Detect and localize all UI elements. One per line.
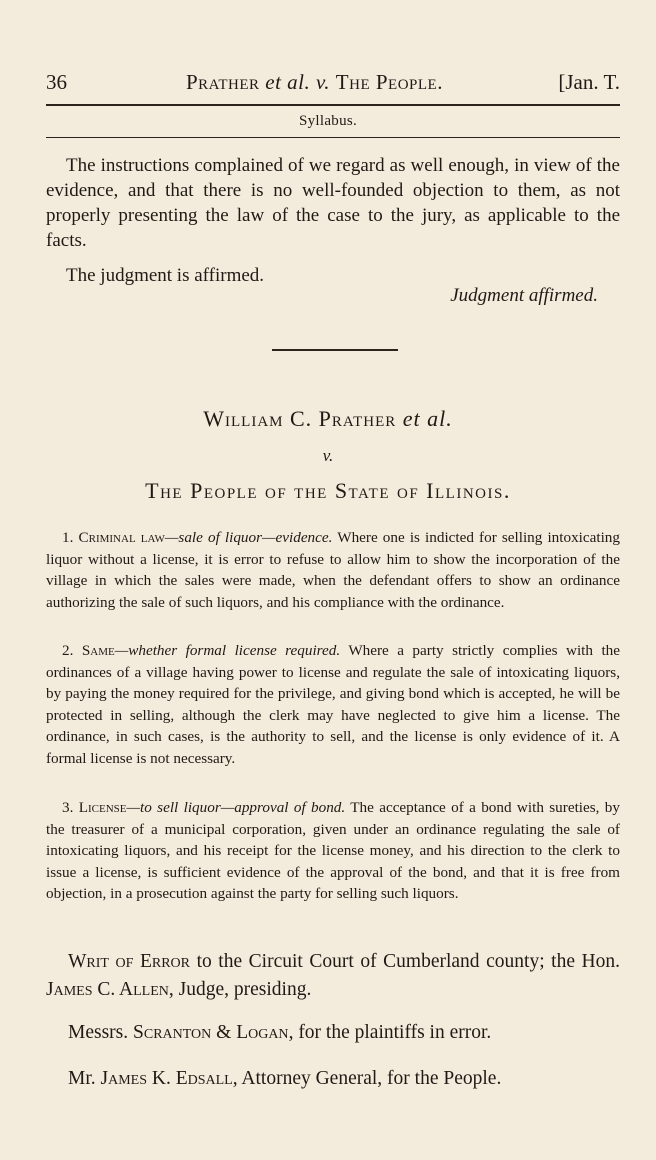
case-plaintiff (0, 406, 656, 432)
running-title-etal: et al. v. (265, 70, 331, 94)
headnote (46, 640, 620, 769)
headnote (46, 527, 620, 613)
headnote-subtopic: —to sell liquor—approval of bond. (126, 799, 346, 816)
judge-suffix: , Judge, presiding. (168, 979, 312, 1000)
counsel-prefix: Messrs. (68, 1022, 134, 1043)
headnote-number: 1. (62, 529, 74, 546)
section-label: Syllabus. (298, 113, 358, 129)
headnote-topic: License (78, 799, 127, 816)
plaintiff-name: William C. Prather (203, 406, 397, 431)
judgment-statement: The judgment is affirmed. (66, 265, 265, 286)
plaintiff-etal: et al. (402, 406, 453, 431)
case-versus: v. (322, 446, 334, 465)
running-title-main: Prather (186, 70, 260, 94)
headnote-subtopic: —sale of liquor—evidence. (164, 529, 333, 546)
running-title (186, 70, 443, 95)
headnote-topic: Same (81, 642, 115, 659)
running-header (46, 66, 620, 102)
headnote-number: 3. (62, 799, 74, 816)
headnote-number: 2. (62, 642, 74, 659)
header-rule (46, 104, 620, 106)
headnote (46, 797, 620, 905)
writ-label: Writ of Error (68, 951, 191, 972)
headnote-subtopic: —whether formal license required. (114, 642, 341, 659)
page-number: 36 (46, 70, 67, 94)
disposition: Judgment affirmed. (450, 285, 598, 306)
headnote-text: Where one is indicted for selling intoxicating liquor without a license, it is error to refuse to allow him to show the incorporation of the village in which the sales were made, when the defendant offers to show an ordinance authorizing the sale of such liquors, and his compliance with the ordinance. (46, 529, 620, 611)
writ-text: to the Circuit Court of Cumberland county; the Hon. (190, 951, 621, 972)
counsel-role: , for the plaintiffs in error. (288, 1022, 492, 1043)
headnote-topic: Criminal law (78, 529, 165, 546)
counsel-prefix: Mr. (68, 1068, 101, 1089)
case-divider (272, 349, 398, 351)
counsel-names: James K. Edsall (100, 1068, 233, 1089)
counsel-names: Scranton & Logan (133, 1022, 289, 1043)
section-rule (46, 137, 620, 138)
counsel-role: , Attorney General, for the People. (232, 1068, 502, 1089)
writ-of-error (46, 948, 620, 1004)
case-defendant: The People of the State of Illinois. (145, 478, 511, 503)
judge-name: James C. Allen (46, 979, 169, 1000)
counsel-people (68, 1068, 501, 1090)
counsel-plaintiffs (68, 1022, 491, 1044)
term-label: [Jan. T. (558, 70, 620, 94)
headnote-text: The acceptance of a bond with sureties, by the treasurer of a municipal corporation, given under an ordinance regulating the sale of intoxicating liquors, and his receipt for the license money, and his direction to the clerk to issue a license, is sufficient evidence of the approval of the bond, and that it is free from objection, in a prosecution against the party for selling such liquors. (46, 799, 620, 902)
running-title-rest: The People. (335, 70, 443, 94)
headnote-text: Where a party strictly complies with the ordinances of a village having power to license and regulate the sale of intoxicating liquors, by paying the money required for the privilege, and giving bond which is accepted, he will be protected in selling, although the clerk may have neglected to give him a license. The ordinance, in such cases, is the authority to sell, and the license is only evidence of it. A formal license is not necessary. (46, 642, 620, 767)
opinion-paragraph: The instructions complained of we regard as well enough, in view of the evidence, and that there is no well-founded objection to them, as not properly presenting the law of the case to the jury, as applicable to the facts. (46, 155, 620, 251)
